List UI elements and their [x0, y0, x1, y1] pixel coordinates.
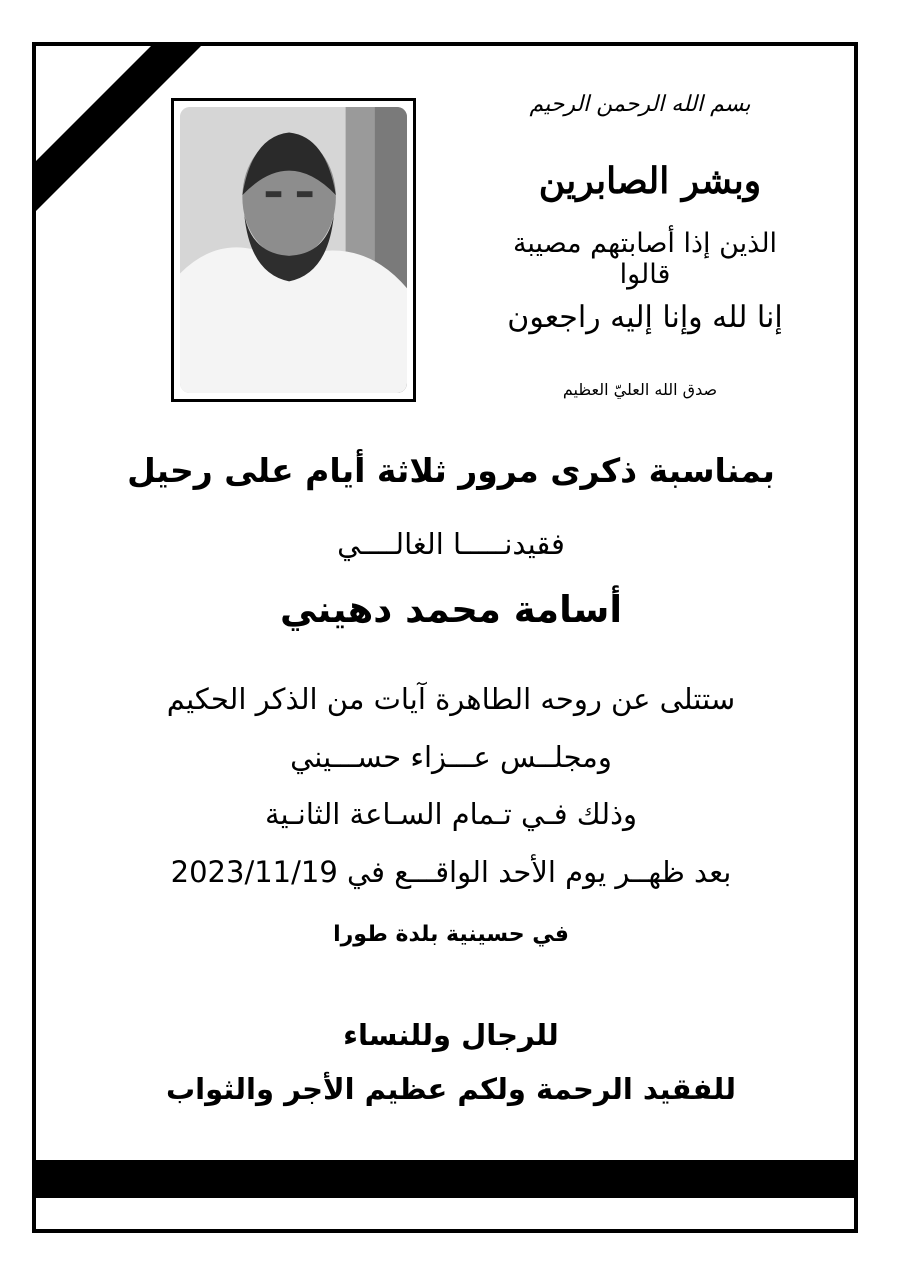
audience-text: للرجال وللنساء [343, 1018, 559, 1052]
deceased-name: أسامة محمد دهيني [279, 588, 623, 631]
notice-frame [32, 42, 858, 1233]
occasion-text: بمناسبة ذكرى مرور ثلاثة أيام على رحيل [127, 451, 775, 490]
verse-closing: صدق الله العليّ العظيم [562, 380, 718, 399]
deceased-photo [180, 107, 407, 393]
recitation-text: ستتلى عن روحه الطاهرة آيات من الذكر الحكيم [166, 682, 736, 716]
location-text: في حسينية بلدة طورا [333, 922, 569, 947]
verse-line-2: الذين إذا أصابتهم مصيبة قالوا [512, 228, 778, 290]
date-text: بعد ظهــر يوم الأحد الواقـــع في 2023/11/19 [170, 855, 732, 889]
majlis-text: ومجلــس عـــزاء حســـيني [290, 740, 612, 774]
closing-text: للفقيد الرحمة ولكم عظيم الأجر والثواب [166, 1072, 736, 1106]
deceased-title: فقيدنـــــا الغالــــي [337, 527, 565, 561]
deceased-photo-frame [171, 98, 416, 402]
verse-line-1: وبشر الصابرين [538, 160, 762, 202]
mourning-bottom-bar [32, 1160, 858, 1198]
verse-line-3: إنا لله وإنا إليه راجعون [507, 300, 783, 335]
basmala-calligraphy: بسم الله الرحمن الرحيم [529, 92, 751, 117]
time-text: وذلك فـي تـمام السـاعة الثانـية [264, 797, 637, 831]
